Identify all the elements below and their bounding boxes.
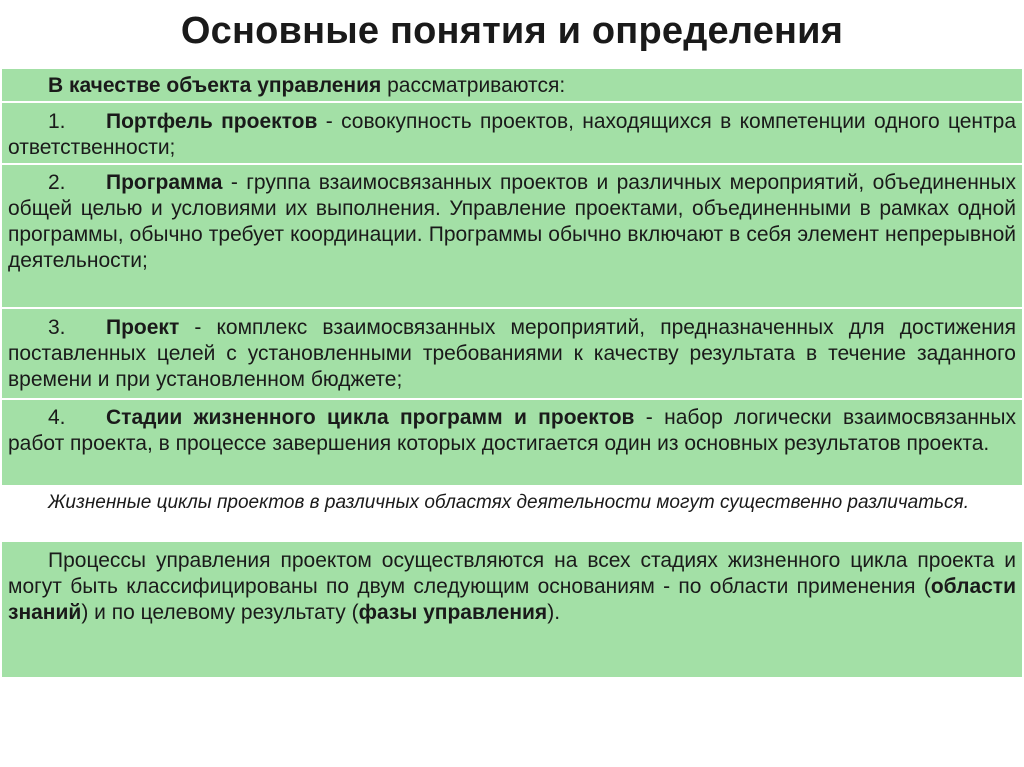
item-term: Проект xyxy=(106,316,180,339)
separator xyxy=(2,398,1022,400)
item-text: - набор логически взаимосвязанных работ проекта, в процессе завершения которых достигается один из основных результатов проекта. xyxy=(8,406,1016,455)
definition-item-program xyxy=(8,170,1016,274)
item-term: Стадии жизненного цикла программ и проектов xyxy=(106,406,635,429)
lifecycle-note xyxy=(8,490,1016,516)
processes-text: ). xyxy=(547,601,561,624)
intro-bold: В качестве объекта управления xyxy=(48,74,382,97)
separator xyxy=(2,101,1022,103)
processes-text: ) и по целевому результату ( xyxy=(81,601,359,624)
intro-paragraph xyxy=(8,73,1016,99)
item-number: 1. xyxy=(48,110,66,133)
separator xyxy=(2,163,1022,165)
slide-title: Основные понятия и определения xyxy=(180,10,844,52)
definition-item-project xyxy=(8,315,1016,393)
separator xyxy=(2,307,1022,309)
item-text: - группа взаимосвязанных проектов и различных мероприятий, объединенных общей целью и условиями их выполнения. Управление проектами, объединенными в рамках одной программы, обычно требует координации. Программы обычно включают в себя элемент непрерывной деятельности; xyxy=(8,171,1016,272)
processes-paragraph xyxy=(8,548,1016,626)
item-number: 4. xyxy=(48,406,66,429)
processes-text: Процессы управления проектом осуществляются на всех стадиях жизненного цикла проекта и могут быть классифицированы по двум следующим основаниям - по области применения ( xyxy=(8,549,1016,598)
intro-rest: рассматриваются: xyxy=(381,74,566,97)
item-number: 2. xyxy=(48,171,66,194)
management-phases-term: фазы управления xyxy=(358,601,548,624)
note-text: Жизненные циклы проектов в различных областях деятельности могут существенно различаться. xyxy=(48,492,969,513)
item-term: Портфель проектов xyxy=(106,110,318,133)
item-text: - совокупность проектов, находящихся в компетенции одного центра ответственности; xyxy=(8,110,1016,159)
knowledge-areas-term: области знаний xyxy=(8,575,1016,624)
item-text: - комплекс взаимосвязанных мероприятий, предназначенных для достижения поставленных целей с установленными требованиями к качеству результата в течение заданного времени и при установленном бюджете; xyxy=(8,316,1016,391)
definition-item-lifecycle xyxy=(8,405,1016,457)
item-number: 3. xyxy=(48,316,66,339)
definition-item-portfolio xyxy=(8,109,1016,161)
item-term: Программа xyxy=(106,171,223,194)
